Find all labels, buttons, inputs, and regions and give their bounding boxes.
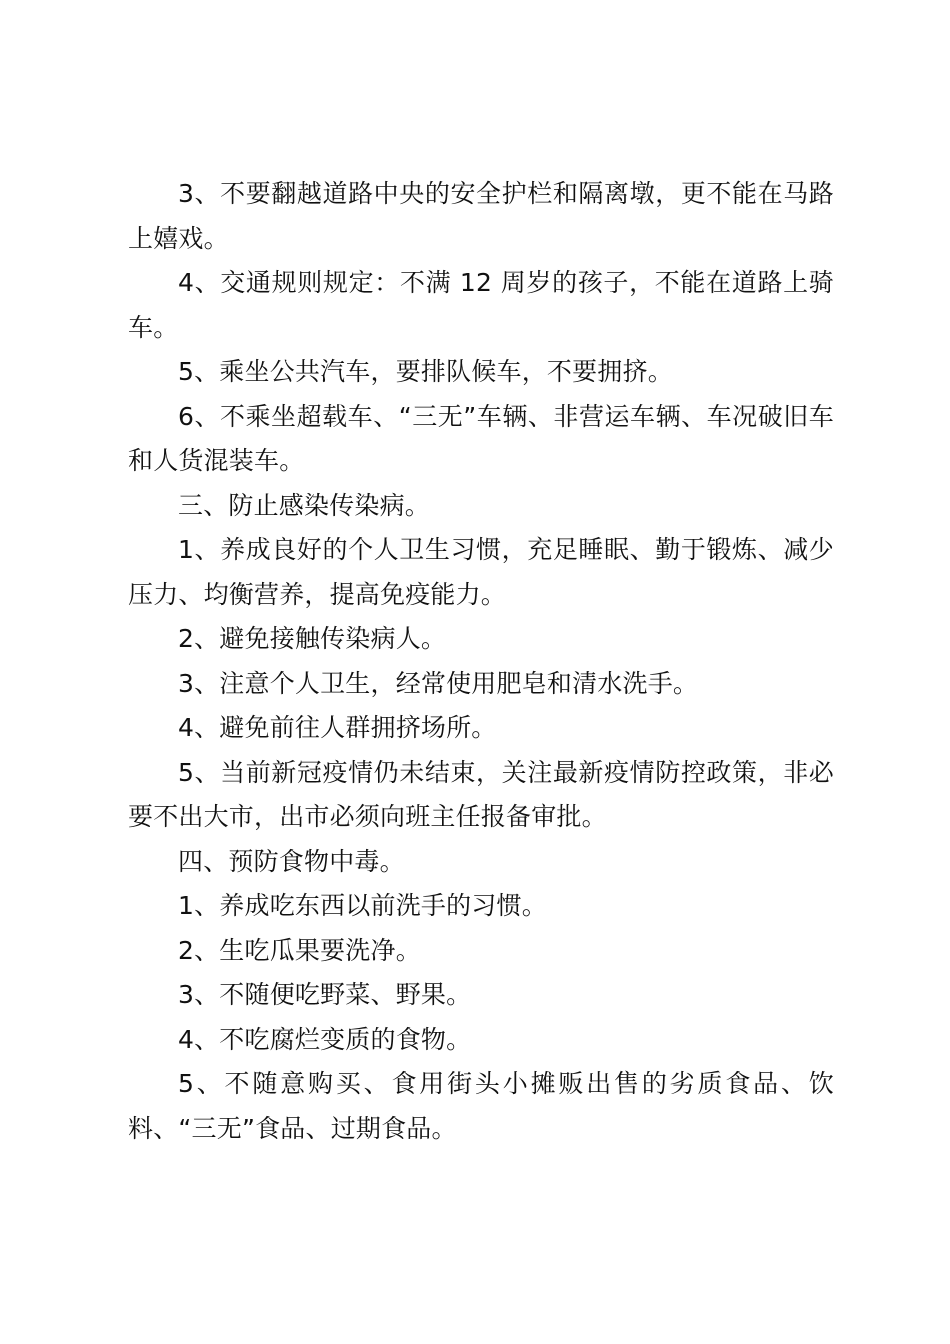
- paragraph-traffic-3: 3、不要翻越道路中央的安全护栏和隔离墩，更不能在马路上嬉戏。: [128, 179, 834, 253]
- section-heading-food-poisoning: 四、预防食物中毒。: [178, 846, 405, 876]
- paragraph-infection-5: 5、当前新冠疫情仍未结束，关注最新疫情防控政策，非必要不出大市，出市必须向班主任报备审批。: [128, 757, 834, 831]
- paragraph-infection-3: 3、注意个人卫生，经常使用肥皂和清水洗手。: [178, 668, 699, 698]
- paragraph-traffic-6: 6、不乘坐超载车、“三无”车辆、非营运车辆、车况破旧车和人货混装车。: [128, 401, 834, 475]
- paragraph-infection-1: 1、养成良好的个人卫生习惯，充足睡眠、勤于锻炼、减少压力、均衡营养，提高免疫能力。: [128, 535, 834, 609]
- document-body: [128, 172, 834, 1151]
- paragraph-infection-2: 2、避免接触传染病人。: [178, 624, 447, 653]
- paragraph-food-5: 5、不随意购买、食用街头小摊贩出售的劣质食品、饮料、“三无”食品、过期食品。: [128, 1069, 834, 1143]
- paragraph-infection-4: 4、避免前往人群拥挤场所。: [178, 713, 497, 742]
- section-heading-infection: 三、防止感染传染病。: [178, 490, 431, 520]
- paragraph-food-2: 2、生吃瓜果要洗净。: [178, 935, 421, 965]
- paragraph-food-4: 4、不吃腐烂变质的食物。: [178, 1024, 472, 1054]
- paragraph-traffic-4: 4、交通规则规定：不满 12 周岁的孩子，不能在道路上骑车。: [128, 268, 834, 342]
- paragraph-food-3: 3、不随便吃野菜、野果。: [178, 980, 472, 1009]
- paragraph-traffic-5: 5、乘坐公共汽车，要排队候车，不要拥挤。: [178, 357, 673, 386]
- paragraph-food-1: 1、养成吃东西以前洗手的习惯。: [178, 891, 547, 920]
